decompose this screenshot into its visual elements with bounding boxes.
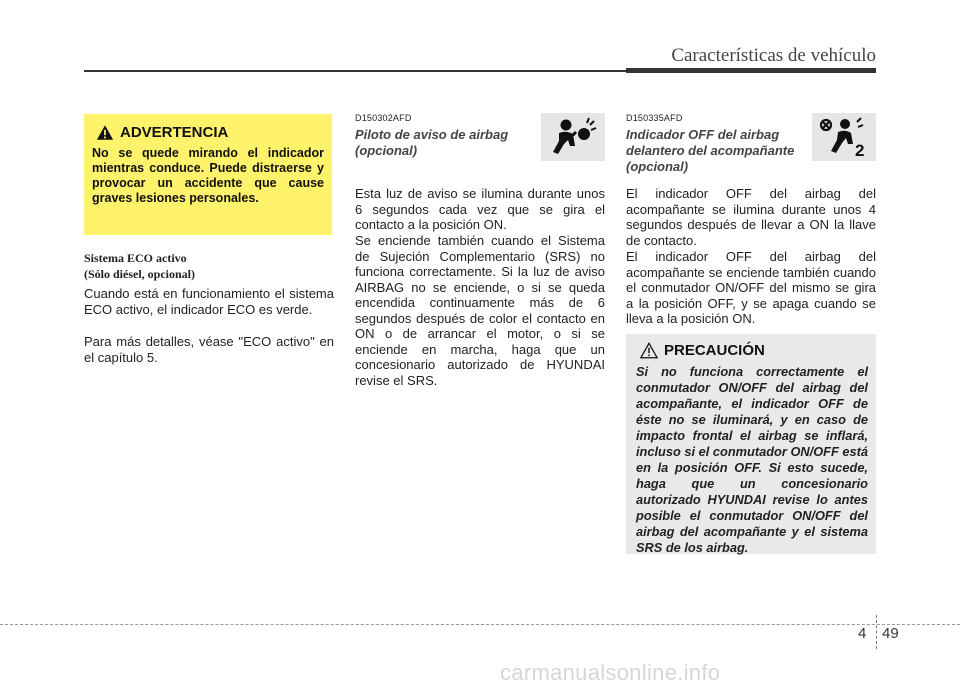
caution-triangle-icon: [640, 342, 658, 359]
warning-triangle-icon: [96, 124, 114, 141]
chapter-number: 4: [858, 625, 867, 642]
warning-text: No se quede mirando el indicador mientras conduce. Puede distraerse y provocar un accidente que cause graves lesiones personales.: [92, 146, 324, 205]
caution-title: PRECAUCIÓN: [664, 342, 765, 359]
eco-heading-line2: (Sólo diésel, opcional): [84, 267, 196, 281]
warning-box: [84, 114, 332, 235]
caution-text: Si no funciona correctamente el conmutador ON/OFF del airbag del acompañante, el indicador OFF de éste no se iluminará, y en caso de impacto frontal el airbag se inflará, incluso si el conmutador ON/OFF está en la posición OFF. Si esto sucede, haga que un concesionario autorizado HYUNDAI revise lo antes posible el conmutador ON/OFF del airbag del acompañante y el sistema SRS de los airbag.: [636, 364, 868, 555]
section-code-2: D150335AFD: [626, 113, 683, 123]
warning-title: ADVERTENCIA: [120, 124, 229, 141]
eco-paragraph-1: Cuando está en funcionamiento el sistema ECO activo, el indicador ECO es verde.: [84, 286, 334, 317]
eco-heading-line1: Sistema ECO activo: [84, 251, 187, 265]
passenger-airbag-icon-label: 2: [855, 141, 865, 158]
airbag-paragraph-1: Esta luz de aviso se ilumina durante unos 6 segundos cada vez que se gira el contacto a la posición ON.: [355, 186, 605, 232]
warning-header: [96, 124, 228, 141]
page-header-title: Características de vehículo: [671, 45, 876, 66]
eco-heading: [84, 250, 334, 282]
section-heading: Piloto de aviso de airbag (opcional): [355, 127, 509, 158]
passenger-airbag-icon-box: [812, 113, 876, 161]
caution-header: [640, 342, 765, 359]
section-code: D150302AFD: [355, 113, 412, 123]
page-number: 49: [882, 625, 899, 642]
airbag-paragraph-2: Se enciende también cuando el Sistema de Sujeción Complementario (SRS) no funciona correctamente. Si la luz de aviso AIRBAG no se enciende, o si se queda encendida continuamente más de 6 segundos después de color el contacto en ON o de arrancar el motor, o si se enciende en marcha, haga que un concesionario autorizado de HYUNDAI revise el SRS.: [355, 233, 605, 388]
section-heading-2: Indicador OFF del airbag delantero del acompañante (opcional): [626, 127, 795, 174]
eco-paragraph-2: Para más detalles, véase "ECO activo" en el capítulo 5.: [84, 334, 334, 365]
page-number-separator: [876, 615, 878, 649]
watermark-text: carmanualsonline.info: [500, 660, 721, 685]
caution-box: [626, 334, 876, 554]
passenger-airbag-off-icon: [817, 116, 871, 158]
header-rule: [84, 70, 876, 72]
airbag-warning-icon: [546, 116, 600, 158]
passenger-airbag-paragraph-2: El indicador OFF del airbag del acompañante se enciende también cuando el conmutador ON/OFF del mismo se gira a la posición OFF, y se apaga cuando se lleva a la posición ON.: [626, 249, 876, 326]
airbag-icon-box: [541, 113, 605, 161]
footer-rule: [0, 624, 960, 625]
passenger-airbag-paragraph-1: El indicador OFF del airbag del acompañante se ilumina durante unos 4 segundos después de llevar a ON la llave de contacto.: [626, 186, 876, 248]
